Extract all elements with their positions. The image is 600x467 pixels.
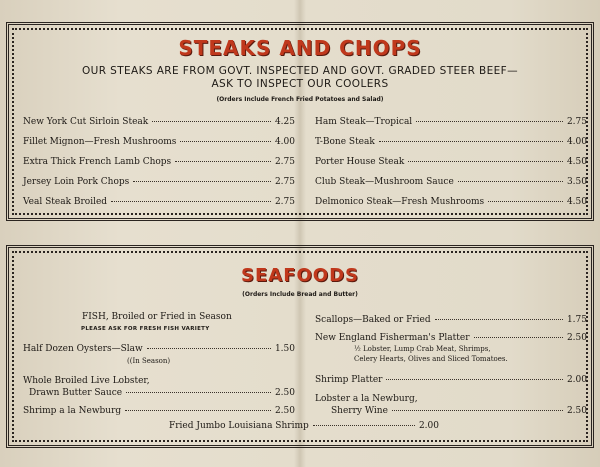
item-name: Club Steak—Mushroom Sauce bbox=[315, 177, 454, 187]
item-name: Shrimp Platter bbox=[315, 375, 383, 385]
menu-item bbox=[23, 344, 295, 354]
menu-item bbox=[23, 197, 295, 207]
item-price: 2.75 bbox=[274, 197, 295, 207]
item-price: 3.50 bbox=[566, 177, 587, 187]
menu-item bbox=[23, 406, 295, 416]
item-name: Fillet Mignon—Fresh Mushrooms bbox=[23, 137, 177, 147]
item-name: T-Bone Steak bbox=[315, 137, 375, 147]
item-name: Lobster a la Newburg, bbox=[315, 394, 418, 404]
menu-item bbox=[23, 117, 295, 127]
menu-item bbox=[315, 197, 587, 207]
menu-item bbox=[315, 137, 587, 147]
item-name: Porter House Steak bbox=[315, 157, 405, 167]
menu-item bbox=[315, 375, 587, 385]
item-price: 2.50 bbox=[566, 406, 587, 416]
item-price: 4.00 bbox=[566, 137, 587, 147]
item-price: 1.50 bbox=[274, 344, 295, 354]
item-price: 2.00 bbox=[418, 421, 439, 431]
steaks-subtitle-2: ASK TO INSPECT OUR COOLERS bbox=[211, 78, 389, 90]
menu-item bbox=[315, 157, 587, 167]
item-name: Shrimp a la Newburg bbox=[23, 406, 122, 416]
menu-item bbox=[315, 117, 587, 127]
item-name: Drawn Butter Sauce bbox=[29, 388, 123, 398]
item-name: Whole Broiled Live Lobster, bbox=[23, 376, 150, 386]
item-price: 2.75 bbox=[274, 157, 295, 167]
item-price: 2.50 bbox=[274, 388, 295, 398]
item-name: Delmonico Steak—Fresh Mushrooms bbox=[315, 197, 485, 207]
item-price: 1.75 bbox=[566, 315, 587, 325]
seafoods-title: SEAFOODS bbox=[241, 265, 359, 286]
item-name: Half Dozen Oysters—Slaw bbox=[23, 344, 143, 354]
item-price: 4.25 bbox=[274, 117, 295, 127]
item-name: Jersey Loin Pork Chops bbox=[23, 177, 130, 187]
item-price: 2.75 bbox=[566, 117, 587, 127]
menu-item bbox=[23, 177, 295, 187]
menu-item bbox=[315, 315, 587, 325]
seafoods-section bbox=[6, 245, 594, 448]
fish-heading: FISH, Broiled or Fried in Season bbox=[82, 312, 232, 322]
steaks-subtitle-1: OUR STEAKS ARE FROM GOVT. INSPECTED AND GOVT. GRADED STEER BEEF— bbox=[81, 65, 519, 77]
item-name: Fried Jumbo Louisiana Shrimp bbox=[169, 421, 309, 431]
item-name: Scallops—Baked or Fried bbox=[315, 315, 431, 325]
steaks-title: STEAKS AND CHOPS bbox=[178, 36, 422, 60]
item-price: 2.75 bbox=[274, 177, 295, 187]
item-name: New England Fisherman's Platter bbox=[315, 333, 470, 343]
item-subnote: Celery Hearts, Olives and Sliced Tomatoes. bbox=[354, 355, 508, 363]
menu-item bbox=[315, 333, 587, 343]
item-name: Extra Thick French Lamb Chops bbox=[23, 157, 172, 167]
item-name: Ham Steak—Tropical bbox=[315, 117, 413, 127]
item-name: Veal Steak Broiled bbox=[23, 197, 108, 207]
steaks-section bbox=[6, 22, 594, 221]
menu-item bbox=[29, 388, 295, 398]
menu-item bbox=[23, 157, 295, 167]
menu-item bbox=[331, 406, 587, 416]
item-price: 2.50 bbox=[274, 406, 295, 416]
menu-item bbox=[169, 421, 439, 431]
menu-item bbox=[315, 177, 587, 187]
menu-item bbox=[23, 137, 295, 147]
item-price: 4.50 bbox=[566, 157, 587, 167]
steaks-note: (Orders Include French Fried Potatoes and Salad) bbox=[216, 96, 384, 103]
item-price: 4.50 bbox=[566, 197, 587, 207]
item-subnote: ((In Season) bbox=[127, 357, 171, 365]
item-name: New York Cut Sirloin Steak bbox=[23, 117, 149, 127]
item-price: 4.00 bbox=[274, 137, 295, 147]
item-price: 2.50 bbox=[566, 333, 587, 343]
item-name: Sherry Wine bbox=[331, 406, 388, 416]
item-subnote: ½ Lobster, Lump Crab Meat, Shrimps, bbox=[354, 345, 491, 353]
item-price: 2.00 bbox=[566, 375, 587, 385]
fish-subnote: PLEASE ASK FOR FRESH FISH VARIETY bbox=[81, 326, 210, 332]
seafoods-note: (Orders Include Bread and Butter) bbox=[242, 291, 358, 298]
